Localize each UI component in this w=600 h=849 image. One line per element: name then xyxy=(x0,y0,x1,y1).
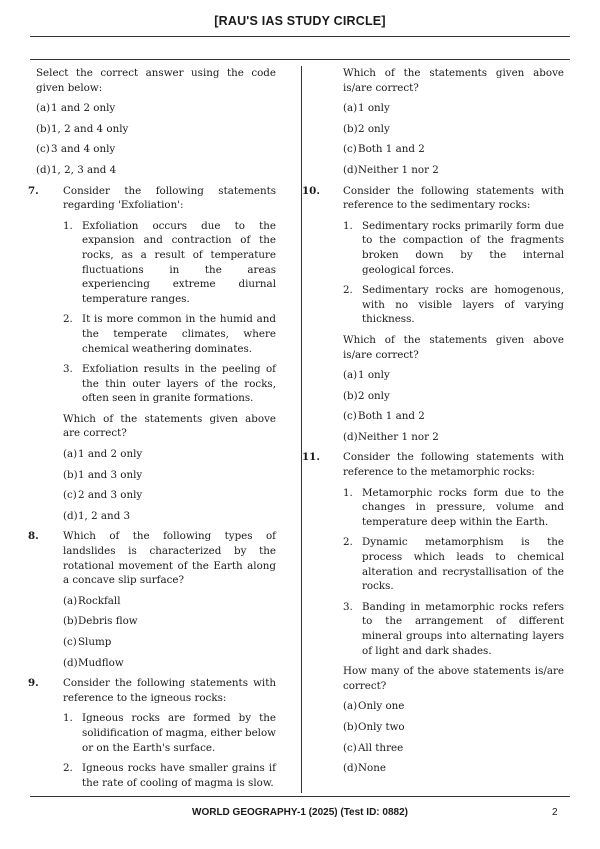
q11-option-c[interactable]: (c) All three xyxy=(343,741,404,754)
q9-option-b[interactable]: (b) 2 only xyxy=(343,122,390,135)
q7-statements xyxy=(36,219,276,524)
q8-option-a[interactable]: (a) Rockfall xyxy=(63,594,121,607)
statement-2: 2. Dynamic metamorphism is the process which leads to chemical alteration and recrystallisation of the rocks. xyxy=(343,536,564,593)
question-8 xyxy=(28,529,276,587)
question-number: 11. xyxy=(302,451,320,464)
column-divider xyxy=(301,66,302,793)
q9-option-c[interactable]: (c) Both 1 and 2 xyxy=(343,143,425,156)
q6-option-d[interactable]: (d) 1, 2, 3 and 4 xyxy=(36,163,117,176)
q6-option-c[interactable]: (c) 3 and 4 only xyxy=(36,143,116,156)
question-9 xyxy=(28,676,276,705)
question-number: 9. xyxy=(28,677,39,690)
q9-option-a[interactable]: (a) 1 only xyxy=(343,102,390,115)
question-number: 8. xyxy=(28,530,39,543)
question-10 xyxy=(302,184,564,213)
q9-ask: Which of the statements given above is/are correct? xyxy=(343,67,564,94)
q11-ask: How many of the above statements is/are correct? xyxy=(343,665,564,692)
q8-option-c[interactable]: (c) Slump xyxy=(63,636,112,648)
q6-code-intro: Select the correct answer using the code given below: xyxy=(36,67,276,94)
statement-1: 1. Exfoliation occurs due to the expansion and contraction of the rocks, as a result of temperature fluctuations in the areas experiencing extreme diurnal temperature ranges. xyxy=(63,219,276,305)
q7-ask: Which of the statements given above are correct? xyxy=(63,412,276,440)
q11-option-d[interactable]: (d) None xyxy=(343,762,386,775)
statement-1: 1. Metamorphic rocks form due to the changes in pressure, volume and temperature deep within the Earth. xyxy=(343,486,564,528)
statement-1: 1. Sedimentary rocks primarily form due to the compaction of the fragments broken down by the internal geological forces. xyxy=(343,219,564,276)
q10-statements xyxy=(316,219,564,445)
q10-option-d[interactable]: (d) Neither 1 nor 2 xyxy=(343,430,439,443)
question-text: Which of the following types of landslides is characterized by the rotational movement of the Earth along a concave slip surface? xyxy=(63,530,276,587)
question-text: Consider the following statements regarding 'Exfoliation': xyxy=(63,184,276,212)
q6-options xyxy=(36,101,276,177)
q8-options xyxy=(36,594,276,670)
statement-2: 2. Sedimentary rocks are homogenous, with no visible layers of varying thickness. xyxy=(343,284,564,326)
statement-3: 3. Exfoliation results in the peeling of the thin outer layers of the rocks, often seen in granite formations. xyxy=(63,363,276,405)
header-rule-lower xyxy=(30,59,570,60)
question-text: Consider the following statements with reference to the igneous rocks: xyxy=(63,677,276,704)
question-number: 7. xyxy=(28,184,39,197)
q9-continued xyxy=(316,66,564,178)
q6-option-b[interactable]: (b) 1, 2 and 4 only xyxy=(36,122,129,135)
q10-option-c[interactable]: (c) Both 1 and 2 xyxy=(343,410,425,423)
q7-option-b[interactable]: (b) 1 and 3 only xyxy=(63,468,143,481)
question-text: Consider the following statements with reference to the sedimentary rocks: xyxy=(343,184,564,212)
q11-option-a[interactable]: (a) Only one xyxy=(343,700,405,713)
question-11 xyxy=(302,450,564,479)
q7-option-a[interactable]: (a) 1 and 2 only xyxy=(63,448,143,461)
q8-option-d[interactable]: (d) Mudflow xyxy=(63,656,124,669)
left-column xyxy=(28,66,276,796)
page-header: [RAU'S IAS STUDY CIRCLE] xyxy=(214,14,386,28)
q11-statements xyxy=(316,486,564,776)
q7-option-c[interactable]: (c) 2 and 3 only xyxy=(63,489,143,502)
q6-option-a[interactable]: (a) 1 and 2 only xyxy=(36,102,116,115)
question-number: 10. xyxy=(302,184,320,197)
statement-1: 1. Igneous rocks are formed by the solidification of magma, either below or on the Earth's surface. xyxy=(63,712,276,754)
header-rule xyxy=(30,36,570,37)
page-footer: WORLD GEOGRAPHY-1 (2025) (Test ID: 0882) xyxy=(192,807,408,818)
q10-option-a[interactable]: (a) 1 only xyxy=(343,369,390,382)
question-7 xyxy=(28,184,276,213)
right-column xyxy=(302,66,564,782)
q10-ask: Which of the statements given above is/are correct? xyxy=(343,333,564,361)
question-text: Consider the following statements with reference to the metamorphic rocks: xyxy=(343,451,564,479)
q7-option-d[interactable]: (d) 1, 2 and 3 xyxy=(63,509,131,522)
page-number: 2 xyxy=(552,807,558,818)
q9-statements xyxy=(36,711,276,790)
statement-2: 2. It is more common in the humid and the temperate climates, where chemical weathering dominates. xyxy=(63,313,276,355)
q8-option-b[interactable]: (b) Debris flow xyxy=(63,615,138,628)
statement-3: 3. Banding in metamorphic rocks refers to the arrangement of different mineral groups into alternating layers of light and dark shades. xyxy=(343,600,564,657)
q9-option-d[interactable]: (d) Neither 1 nor 2 xyxy=(343,163,439,176)
statement-2: 2. Igneous rocks have smaller grains if the rate of cooling of magma is slow. xyxy=(63,762,276,789)
q11-option-b[interactable]: (b) Only two xyxy=(343,720,405,733)
q10-option-b[interactable]: (b) 2 only xyxy=(343,389,390,402)
